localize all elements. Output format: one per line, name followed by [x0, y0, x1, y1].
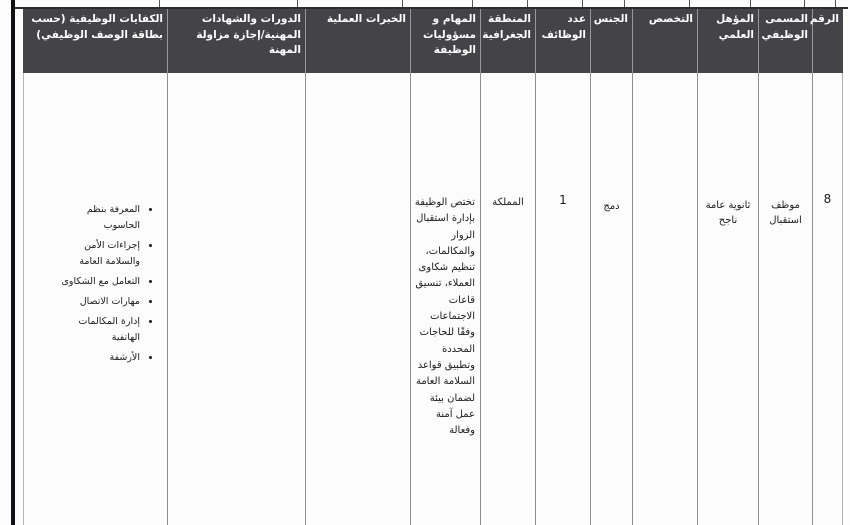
- header-region: [480, 9, 535, 73]
- cell-gender: [590, 73, 632, 525]
- header-gender: [590, 9, 632, 73]
- table-header-row: [23, 9, 843, 73]
- column-separator: [804, 0, 805, 7]
- competency-item: • مهارات الاتصال: [48, 294, 140, 310]
- header-tasks: [410, 9, 480, 73]
- header-competencies-label: الكفايات الوظيفية (حسب بطاقة الوصف الوظيفي): [31, 13, 163, 41]
- job-title-value: موظف استقبال: [769, 200, 802, 226]
- column-separator: [402, 0, 403, 7]
- header-courses-label: الدورات والشهادات المهنية/إجازة مزاولة المهنة: [196, 13, 301, 56]
- header-number: [809, 9, 843, 73]
- table-outer-border: [11, 0, 15, 525]
- competency-item: • الأرشفة: [48, 350, 140, 366]
- tasks-value: تختص الوظيفة بإدارة استقبال الزوار والمكالمات، تنظيم شكاوى العملاء، تنسيق قاعات الاجتماعات وفقًا للحاجات المحددة وتطبيق قواعد السلامة العامة لضمان بيئة عمل آمنة وفعالة: [414, 197, 475, 437]
- column-separator: [297, 0, 298, 7]
- region-value: المملكة: [492, 197, 524, 208]
- vacancies-value: 1: [559, 193, 567, 207]
- cell-specialization: [632, 73, 697, 525]
- cell-courses: [167, 73, 305, 525]
- header-specialization: [632, 9, 697, 73]
- cell-vacancies: [535, 73, 590, 525]
- column-separator: [624, 0, 625, 7]
- gender-value: دمج: [603, 201, 620, 212]
- column-separator: [472, 0, 473, 7]
- cell-region: [480, 73, 535, 525]
- number-value: 8: [823, 192, 832, 206]
- competencies-list: [48, 202, 153, 366]
- cell-job-title: [758, 73, 812, 525]
- header-gender-label: الجنس: [593, 13, 628, 25]
- qualification-value: ثانوية عامة ناجح: [705, 200, 751, 226]
- header-experience-label: الخبرات العملية: [326, 13, 406, 25]
- column-separator: [582, 0, 583, 7]
- header-tasks-label: المهام و مسؤوليات الوظيفة: [422, 13, 476, 56]
- competency-item: • إدارة المكالمات الهاتفية: [48, 314, 140, 346]
- header-qualification: [697, 9, 758, 73]
- header-vacancies: [535, 9, 590, 73]
- header-job-title: [758, 9, 812, 73]
- header-courses: [167, 9, 305, 73]
- header-number-label: الرقم: [809, 13, 839, 25]
- competency-item: • إجراءات الأمن والسلامة العامة: [48, 238, 140, 270]
- header-vacancies-label: عدد الوظائف: [541, 13, 586, 41]
- cell-qualification: [697, 73, 758, 525]
- header-region-label: المنطقة الجغرافية: [482, 13, 531, 41]
- header-experience: [305, 9, 410, 73]
- table-body-row: [23, 73, 843, 525]
- cell-tasks: [410, 73, 480, 525]
- header-job-title-label: المسمى الوظيفي: [761, 13, 808, 41]
- header-qualification-label: المؤهل العلمي: [716, 13, 754, 41]
- column-separator: [750, 0, 751, 7]
- column-separator: [527, 0, 528, 7]
- header-competencies: [23, 9, 167, 73]
- cell-number: [812, 73, 843, 525]
- column-separator: [835, 0, 836, 7]
- previous-row-remnant: [15, 0, 848, 9]
- column-separator: [689, 0, 690, 7]
- header-specialization-label: التخصص: [648, 13, 693, 25]
- competency-item: • التعامل مع الشكاوى: [48, 274, 140, 290]
- cell-experience: [305, 73, 410, 525]
- column-separator: [159, 0, 160, 7]
- cell-competencies: [23, 73, 167, 525]
- competency-item: • المعرفة بنظم الحاسوب: [48, 202, 140, 234]
